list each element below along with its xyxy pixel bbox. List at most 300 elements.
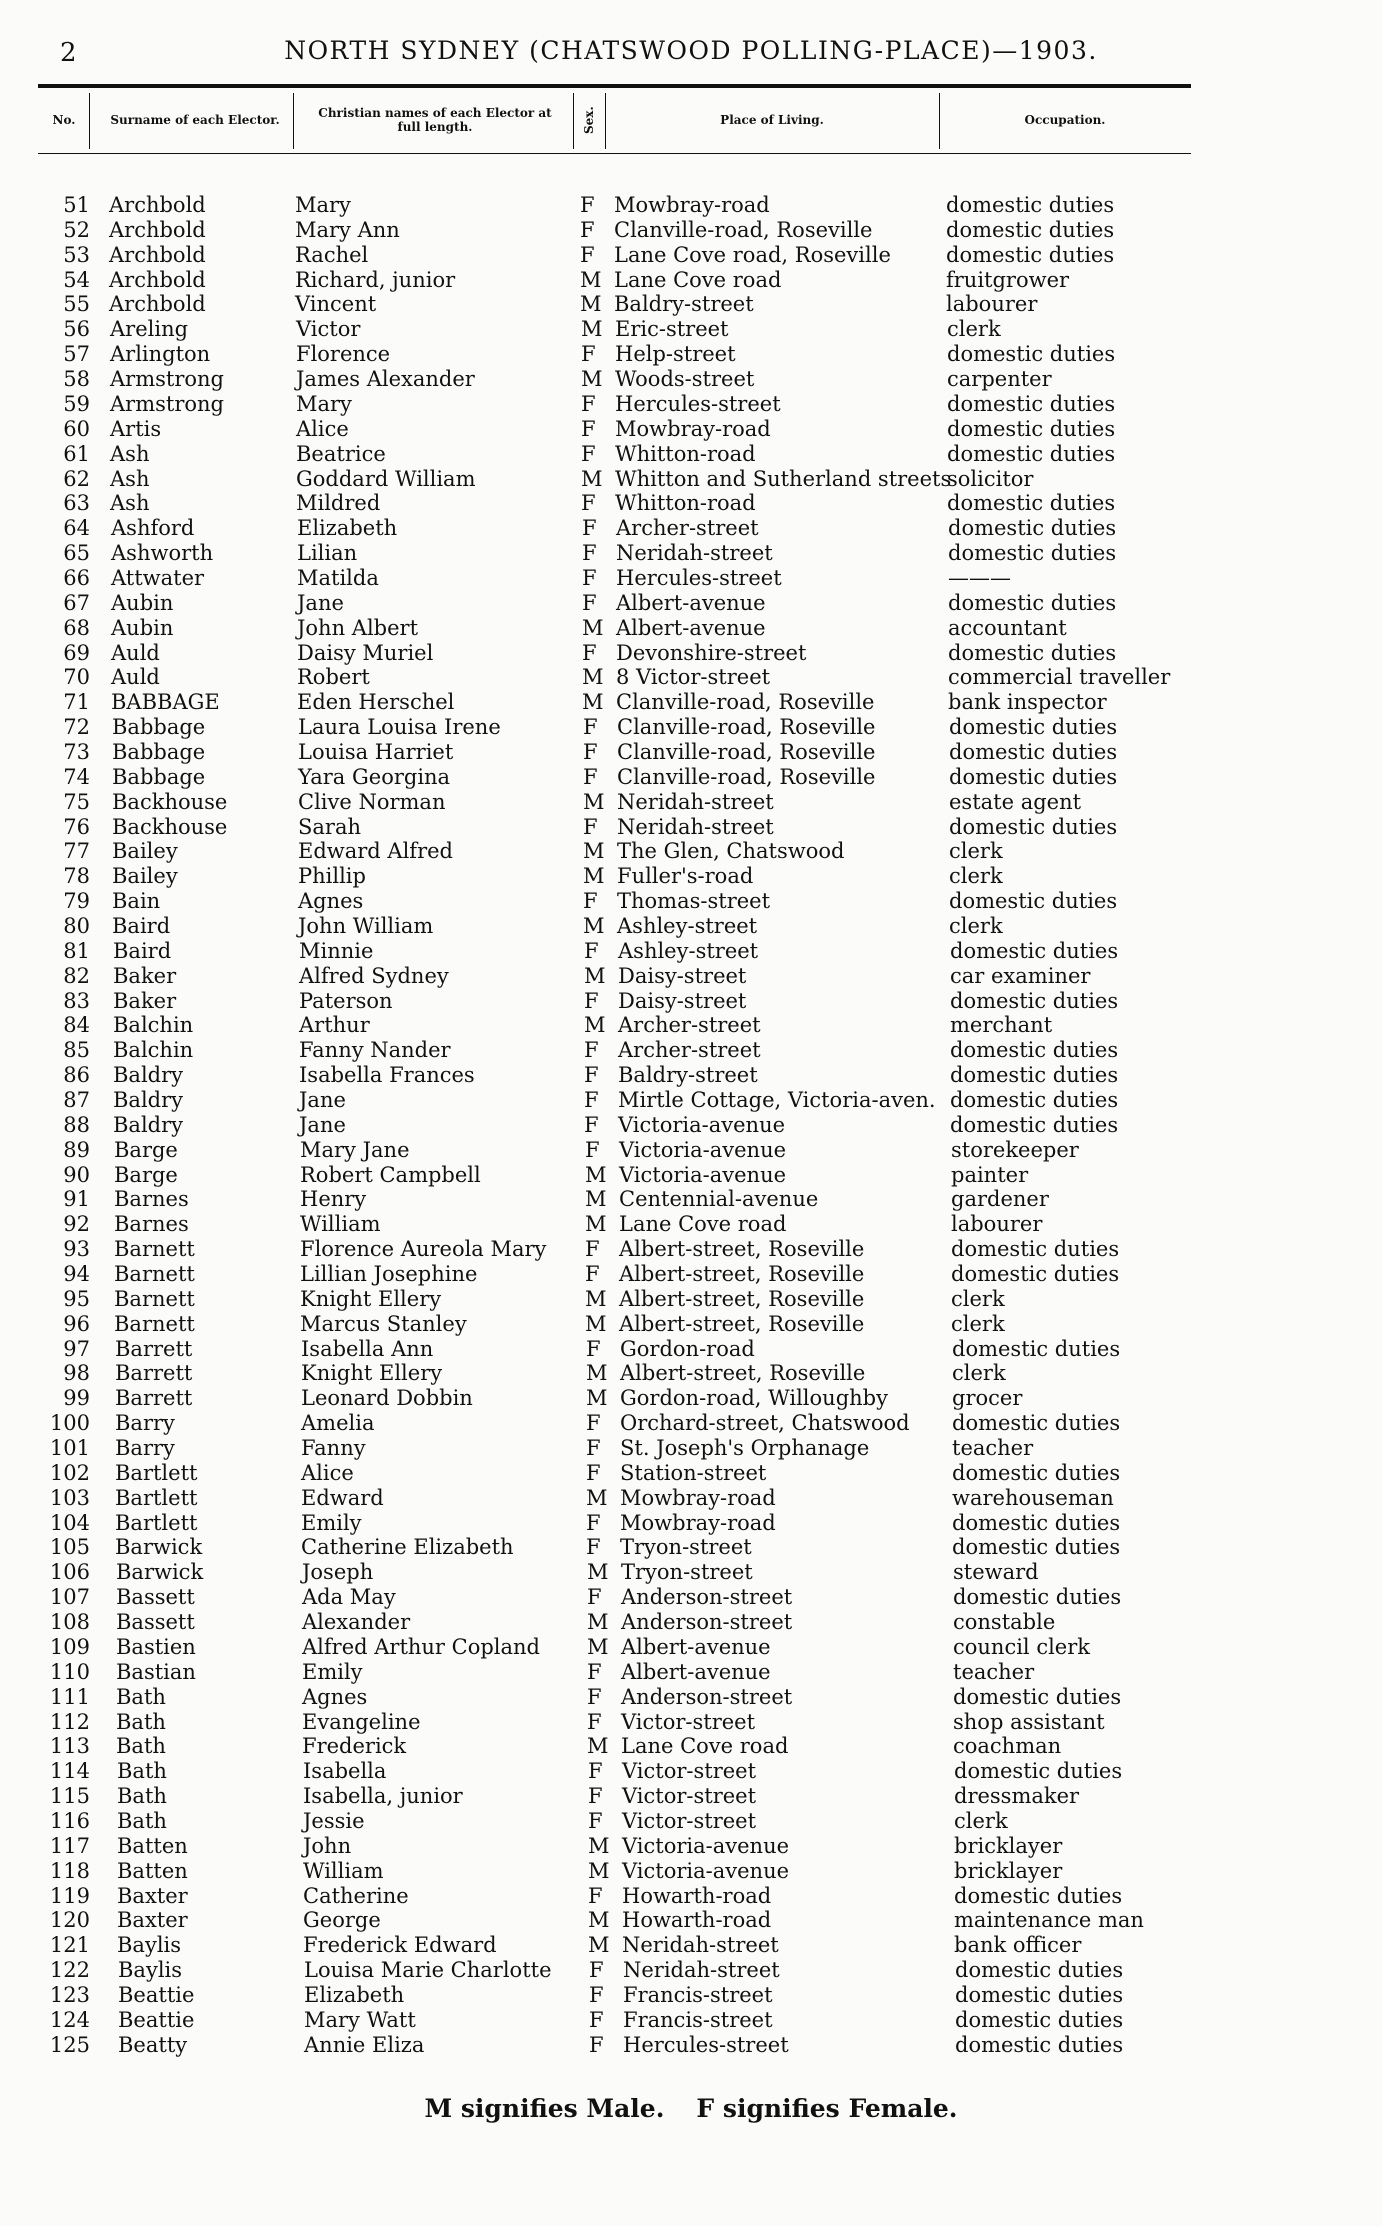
christian-names: Daisy Muriel [297,640,434,665]
table-row [0,1262,1382,1287]
sex: F [589,1982,604,2007]
table-row [0,1312,1382,1337]
occupation: labourer [946,292,1038,317]
sex: M [585,1286,607,1311]
sex: F [583,739,598,764]
place-of-living: Fuller's-road [617,864,754,889]
surname: Archbold [109,217,206,242]
christian-names: Knight Ellery [300,1286,442,1311]
occupation: clerk [952,1361,1006,1386]
occupation: domestic duties [952,1510,1121,1535]
sex: M [581,466,603,491]
surname: Barnett [114,1262,195,1286]
sex: M [582,665,604,690]
place-of-living: Station-street [620,1460,767,1485]
legend-female: F signifies Female. [696,2094,958,2123]
christian-names: Jane [297,590,344,615]
table-row [0,193,1382,218]
sex: F [581,441,596,466]
occupation: domestic duties [955,1982,1124,2007]
surname: Bassett [116,1585,195,1610]
table-row [0,790,1382,815]
surname: Barnes [114,1187,189,1212]
header-divider [573,93,574,149]
occupation: bank inspector [948,690,1107,715]
table-row [0,417,1382,442]
christian-names: Jane [299,1088,346,1112]
table-row [0,1138,1382,1163]
sex: F [582,541,597,565]
elector-number: 102 [49,1460,90,1485]
table-row [0,1411,1382,1436]
place-of-living: Neridah-street [616,541,773,565]
christian-names: John [303,1833,352,1858]
christian-names: William [300,1212,381,1237]
place-of-living: Mirtle Cottage, Victoria-aven. [618,1088,936,1112]
elector-number: 80 [63,913,90,938]
elector-number: 62 [63,466,90,491]
sex: M [584,1013,606,1038]
elector-number: 60 [63,416,90,441]
christian-names: Arthur [299,1013,370,1038]
surname: Baxter [117,1883,188,1908]
occupation: domestic duties [951,1237,1120,1262]
elector-number: 106 [49,1560,90,1585]
surname: Archbold [109,292,206,317]
elector-number: 56 [63,317,90,342]
elector-number: 64 [63,516,90,541]
place-of-living: Archer-street [618,1013,761,1038]
elector-number: 86 [63,1063,90,1088]
place-of-living: Albert-street, Roseville [619,1286,865,1311]
surname: Ash [110,491,150,516]
christian-names: Vincent [295,292,377,317]
elector-number: 110 [49,1659,90,1684]
occupation: domestic duties [949,739,1118,764]
place-of-living: Victoria-avenue [619,1137,787,1162]
christian-names: Lillian Josephine [300,1262,478,1286]
surname: Batten [117,1858,188,1883]
surname: Baldry [113,1088,184,1112]
elector-number: 77 [63,839,90,864]
christian-names: Alexander [302,1610,411,1634]
sex: F [584,988,599,1013]
christian-names: Matilda [297,565,379,590]
place-of-living: Whitton and Sutherland streets [615,466,952,491]
table-row [0,1486,1382,1511]
christian-names: Emily [301,1510,362,1535]
sex: M [583,913,605,938]
table-row [0,1287,1382,1312]
christian-names: Edward Alfred [298,839,453,864]
table-row [0,939,1382,964]
christian-names: Edward [301,1485,384,1510]
table-row [0,591,1382,616]
elector-number: 122 [49,1958,90,1983]
place-of-living: Clanville-road, Roseville [617,715,876,740]
table-row [0,839,1382,864]
occupation: clerk [951,1311,1005,1336]
sex: F [580,193,595,217]
table-row [0,1759,1382,1784]
place-of-living: Victor-street [621,1709,756,1734]
occupation: domestic duties [947,441,1116,466]
place-of-living: Baldry-street [618,1063,758,1088]
sex: F [584,1112,599,1137]
sex: F [580,242,595,267]
place-of-living: Francis-street [623,2007,773,2032]
occupation: domestic duties [955,2007,1124,2032]
occupation: coachman [953,1734,1062,1759]
christian-names: Catherine [303,1883,409,1908]
sex: F [581,342,596,367]
table-row [0,1958,1382,1983]
sex: F [584,1038,599,1063]
place-of-living: Whitton-road [615,491,756,516]
sex: M [587,1560,609,1585]
elector-number: 72 [63,715,90,740]
table-row [0,715,1382,740]
surname: Backhouse [112,814,228,839]
christian-names: Paterson [299,988,393,1013]
sex: F [587,1659,602,1684]
occupation: accountant [948,615,1067,640]
occupation: clerk [949,913,1003,938]
place-of-living: Baldry-street [614,292,754,317]
sex: F [587,1684,602,1709]
table-row [0,1386,1382,1411]
surname: Baird [112,913,171,938]
sex: M [588,1833,610,1858]
christian-names: Mary [296,391,352,416]
elector-number: 84 [63,1013,90,1038]
elector-number: 82 [63,963,90,988]
place-of-living: 8 Victor-street [616,665,771,690]
christian-names: Agnes [302,1684,368,1709]
place-of-living: Devonshire-street [616,640,807,665]
occupation: domestic duties [946,193,1115,217]
place-of-living: St. Joseph's Orphanage [620,1436,870,1460]
occupation: car examiner [950,963,1091,988]
table-row [0,218,1382,243]
elector-number: 92 [63,1212,90,1237]
surname: Beatty [118,2032,188,2057]
place-of-living: Mowbray-road [620,1485,776,1510]
christian-names: Fanny Nander [299,1038,451,1063]
surname: Barge [114,1137,178,1162]
place-of-living: Ashley-street [618,938,759,963]
surname: Backhouse [112,789,228,814]
occupation: domestic duties [953,1585,1122,1610]
occupation: clerk [951,1286,1005,1311]
surname: Baird [113,938,172,963]
page-title: NORTH SYDNEY (CHATSWOOD POLLING-PLACE)—1903. [284,36,1098,65]
elector-number: 125 [49,2032,90,2057]
christian-names: Mary [295,193,351,217]
sex: M [585,1311,607,1336]
place-of-living: Lane Cove road [621,1734,789,1759]
table-row [0,1063,1382,1088]
table-row [0,1088,1382,1113]
elector-number: 98 [63,1361,90,1386]
table-row [0,541,1382,566]
table-row [0,1635,1382,1660]
occupation: merchant [950,1013,1053,1038]
occupation: domestic duties [948,640,1117,665]
surname: Barge [114,1162,178,1187]
christian-names: Phillip [298,864,366,889]
place-of-living: Albert-avenue [621,1634,771,1659]
surname: Baxter [117,1908,188,1933]
surname: Barnett [114,1286,195,1311]
table-row [0,1685,1382,1710]
place-of-living: Howarth-road [622,1908,772,1933]
table-row [0,1560,1382,1585]
christian-names: Florence Aureola Mary [300,1237,547,1262]
occupation: clerk [949,864,1003,889]
surname: Beattie [118,2007,195,2032]
table-row [0,765,1382,790]
surname: Barry [115,1411,175,1436]
elector-number: 63 [63,491,90,516]
christian-names: Rachel [295,242,369,267]
sex: M [582,615,604,640]
table-row [0,1784,1382,1809]
surname: Ashworth [111,541,214,565]
elector-number: 52 [63,217,90,242]
sex: M [587,1634,609,1659]
header-occupation: Occupation. [1024,113,1106,127]
sex: F [582,516,597,541]
sex: M [585,1162,607,1187]
occupation: bank officer [954,1933,1082,1958]
elector-number: 59 [63,391,90,416]
christian-names: Jessie [303,1808,365,1833]
elector-number: 91 [63,1187,90,1212]
place-of-living: Archer-street [616,516,759,541]
place-of-living: Lane Cove road [619,1212,787,1237]
elector-number: 116 [49,1808,90,1833]
place-of-living: Neridah-street [623,1958,780,1983]
surname: Archbold [109,242,206,267]
place-of-living: Archer-street [618,1038,761,1063]
place-of-living: Lane Cove road, Roseville [614,242,891,267]
elector-number: 55 [63,292,90,317]
elector-number: 67 [63,590,90,615]
place-of-living: Anderson-street [621,1585,793,1610]
sex: F [588,1759,603,1784]
occupation: domestic duties [946,242,1115,267]
table-row [0,566,1382,591]
sex: F [581,491,596,516]
sex: M [580,267,602,292]
table-row [0,665,1382,690]
sex: F [581,391,596,416]
occupation: domestic duties [952,1460,1121,1485]
place-of-living: Help-street [615,342,736,367]
surname: Barwick [115,1535,203,1560]
occupation: storekeeper [951,1137,1079,1162]
header-surname: Surname of each Elector. [110,113,280,127]
elector-number: 83 [63,988,90,1013]
sex: M [585,1187,607,1212]
table-row [0,815,1382,840]
christian-names: George [303,1908,381,1933]
place-of-living: Mowbray-road [615,416,771,441]
sex: F [589,2007,604,2032]
surname: Archbold [109,193,206,217]
elector-number: 100 [49,1411,90,1436]
header-divider [89,93,90,149]
place-of-living: Albert-avenue [616,590,766,615]
christian-names: John Albert [297,615,419,640]
sex: M [581,317,603,342]
sex: F [586,1336,601,1361]
place-of-living: Neridah-street [617,814,774,839]
occupation: domestic duties [952,1411,1121,1436]
elector-number: 53 [63,242,90,267]
christian-names: Joseph [302,1560,374,1585]
place-of-living: Victoria-avenue [619,1162,787,1187]
sex: F [584,1063,599,1088]
christian-names: Laura Louisa Irene [298,715,501,740]
elector-number: 104 [49,1510,90,1535]
christian-names: Yara Georgina [298,764,451,789]
elector-number: 114 [49,1759,90,1784]
christian-names: Frederick [302,1734,407,1759]
elector-number: 89 [63,1137,90,1162]
sex: M [588,1933,610,1958]
christian-names: Marcus Stanley [300,1311,467,1336]
table-row [0,740,1382,765]
christian-names: Richard, junior [295,267,456,292]
elector-number: 94 [63,1262,90,1286]
occupation: domestic duties [947,342,1116,367]
table-row [0,1511,1382,1536]
table-row [0,1908,1382,1933]
elector-number: 109 [49,1634,90,1659]
surname: Babbage [112,764,206,789]
table-row [0,864,1382,889]
elector-number: 78 [63,864,90,889]
elector-number: 90 [63,1162,90,1187]
elector-number: 119 [49,1883,90,1908]
place-of-living: Albert-street, Roseville [619,1237,865,1262]
surname: Bain [112,889,161,914]
surname: Bartlett [115,1510,198,1535]
surname: Beattie [118,1982,195,2007]
christian-names: Isabella Frances [299,1063,475,1088]
christian-names: Catherine Elizabeth [301,1535,514,1560]
sex: F [588,1883,603,1908]
occupation: solicitor [947,466,1034,491]
header-sex: Sex. [582,106,596,134]
surname: Baylis [118,1958,183,1983]
surname: Bastien [116,1634,196,1659]
occupation: domestic duties [952,1336,1121,1361]
occupation: domestic duties [947,416,1116,441]
sex: F [585,1137,600,1162]
place-of-living: Clanville-road, Roseville [614,217,873,242]
christian-names: Alice [301,1460,354,1485]
occupation: clerk [954,1808,1008,1833]
table-row [0,317,1382,342]
sex: F [584,938,599,963]
sex: F [583,889,598,914]
elector-number: 117 [49,1833,90,1858]
table-row [0,1983,1382,2008]
surname: Baker [113,988,177,1013]
place-of-living: Albert-street, Roseville [619,1311,865,1336]
occupation: maintenance man [954,1908,1144,1933]
sex: M [584,963,606,988]
table-row [0,1734,1382,1759]
elector-number: 61 [63,441,90,466]
surname: Bath [116,1684,166,1709]
sex: F [581,416,596,441]
legend-male: M signifies Male. [424,2094,665,2123]
occupation: dressmaker [954,1784,1080,1808]
surname: Barwick [116,1560,204,1585]
header-place: Place of Living. [720,113,824,127]
occupation: domestic duties [950,1038,1119,1063]
table-row [0,516,1382,541]
occupation: ——— [948,565,1011,590]
surname: Baker [113,963,177,988]
header-christian: Christian names of each Elector at full length. [318,106,552,134]
elector-number: 69 [63,640,90,665]
place-of-living: Hercules-street [616,565,782,590]
christian-names: Leonard Dobbin [301,1386,473,1411]
elector-number: 88 [63,1112,90,1137]
table-row [0,1461,1382,1486]
occupation: domestic duties [947,491,1116,516]
header-rule [38,153,1191,154]
occupation: steward [953,1560,1039,1585]
header-divider [605,93,606,149]
surname: Areling [110,317,189,342]
elector-number: 108 [49,1610,90,1634]
surname: Bath [116,1709,166,1734]
elector-number: 51 [63,193,90,217]
place-of-living: Victor-street [622,1784,757,1808]
occupation: clerk [949,839,1003,864]
table-row [0,1859,1382,1884]
elector-number: 105 [49,1535,90,1560]
occupation: domestic duties [948,541,1117,565]
table-row [0,1038,1382,1063]
table-row [0,964,1382,989]
surname: Bastian [116,1659,196,1684]
occupation: domestic duties [954,1759,1123,1784]
sex: M [586,1485,608,1510]
header-no: No. [52,113,76,127]
table-row [0,1933,1382,1958]
elector-number: 118 [49,1858,90,1883]
surname: Barnett [114,1237,195,1262]
surname: Archbold [109,267,206,292]
sex: F [586,1535,601,1560]
table-row [0,1237,1382,1262]
christian-names: Alfred Sydney [299,963,449,988]
place-of-living: Lane Cove road [614,267,782,292]
place-of-living: Victor-street [622,1759,757,1784]
sex: M [587,1734,609,1759]
table-row [0,690,1382,715]
occupation: grocer [952,1386,1023,1411]
occupation: constable [953,1610,1056,1634]
sex: F [585,1262,600,1286]
